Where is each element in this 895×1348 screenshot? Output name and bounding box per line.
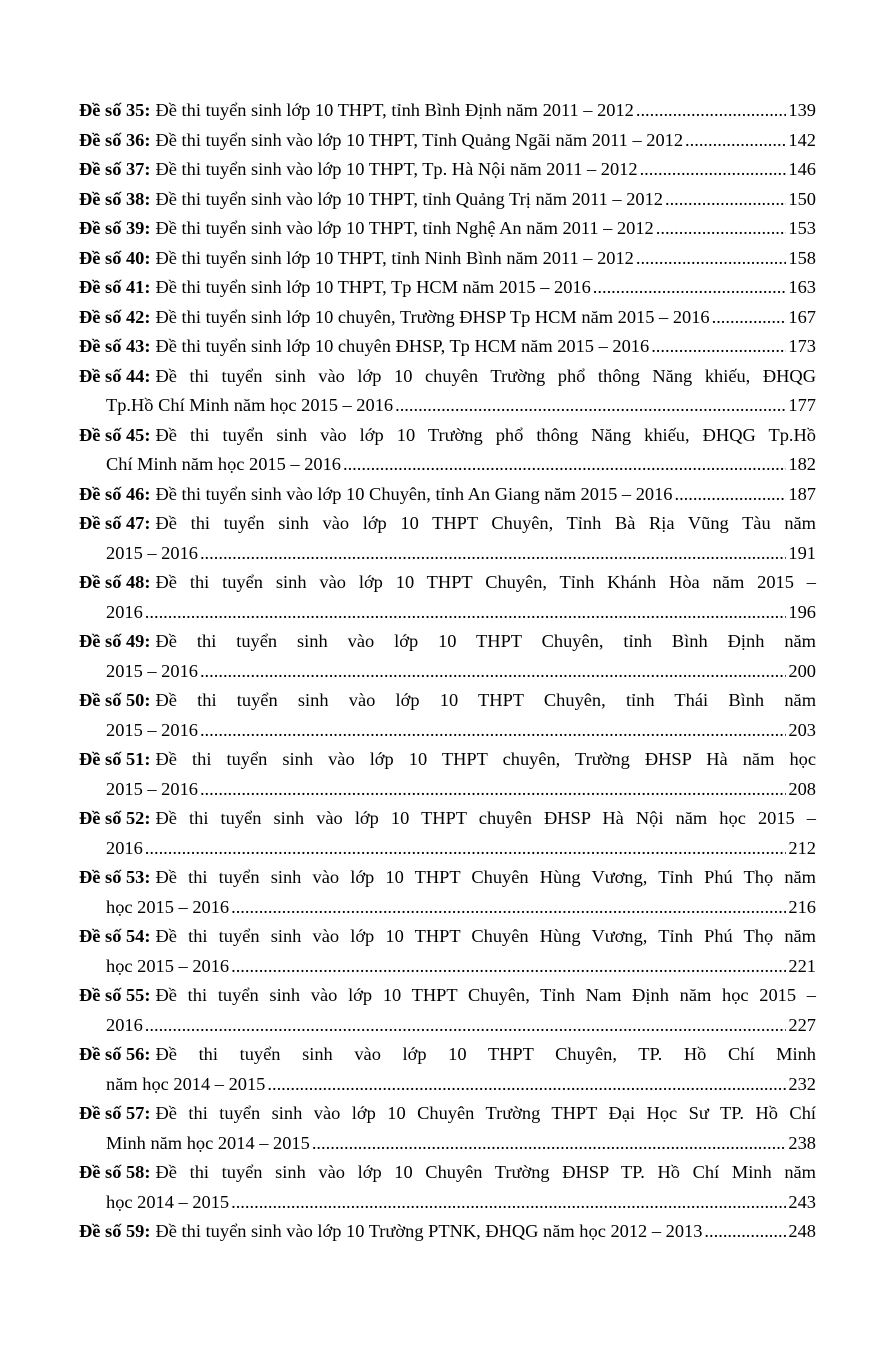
toc-line-continued — [79, 1188, 816, 1218]
page-number: 227 — [788, 1014, 816, 1035]
entry-title: Đề thi tuyển sinh vào lớp 10 THPT Chuyên, Tỉnh Khánh Hòa năm 2015 – — [155, 572, 816, 592]
entry-title: Đề thi tuyển sinh lớp 10 chuyên ĐHSP, Tp HCM năm 2015 – 2016 — [155, 336, 650, 356]
toc-entry[interactable] — [79, 155, 816, 185]
page-number: 208 — [788, 778, 816, 799]
toc-line-continued — [79, 834, 816, 864]
toc-entry[interactable] — [79, 480, 816, 510]
page-number: 142 — [788, 129, 816, 150]
page-number: 167 — [788, 306, 816, 327]
toc-entry[interactable] — [79, 421, 816, 480]
dot-leader — [231, 1188, 786, 1218]
dot-leader — [656, 214, 787, 244]
entry-title: Đề thi tuyển sinh lớp 10 chuyên, Trường ĐHSP Tp HCM năm 2015 – 2016 — [155, 306, 710, 327]
entry-title-continued: học 2015 – 2016 — [106, 955, 230, 976]
entry-title: Đề thi tuyển sinh vào lớp 10 THPT Chuyên Hùng Vương, Tỉnh Phú Thọ năm — [155, 867, 816, 887]
entry-title: Đề thi tuyển sinh lớp 10 THPT, Tp HCM năm 2015 – 2016 — [155, 277, 591, 297]
dot-leader — [343, 450, 786, 480]
toc-entry[interactable] — [79, 362, 816, 421]
entry-title: Đề thi tuyển sinh vào lớp 10 THPT, Tỉnh Quảng Ngãi năm 2011 – 2012 — [155, 129, 684, 150]
toc-entry[interactable] — [79, 686, 816, 745]
dot-leader — [231, 952, 786, 982]
entry-label: Đề số 46: — [79, 483, 151, 504]
entry-title-continued: 2016 — [106, 601, 143, 622]
toc-entry[interactable] — [79, 745, 816, 804]
entry-label: Đề số 45: — [79, 424, 151, 445]
entry-label: Đề số 54: — [79, 926, 151, 946]
entry-title-continued: học 2015 – 2016 — [106, 896, 230, 917]
page-number: 146 — [788, 159, 816, 179]
entry-title-continued: 2015 – 2016 — [106, 778, 198, 799]
dot-leader — [685, 126, 786, 156]
entry-title: Đề thi tuyển sinh vào lớp 10 THPT Chuyên, tỉnh Thái Bình năm — [155, 690, 816, 710]
toc-entry[interactable] — [79, 981, 816, 1040]
dot-leader — [267, 1070, 786, 1100]
page-number: 173 — [788, 336, 816, 356]
page-number: 158 — [788, 247, 816, 268]
entry-label: Đề số 53: — [79, 867, 151, 887]
page-number: 139 — [788, 100, 816, 120]
entry-label: Đề số 57: — [79, 1103, 151, 1123]
entry-title: Đề thi tuyển sinh vào lớp 10 THPT chuyên, Trường ĐHSP Hà năm học — [155, 749, 816, 769]
entry-title-continued: Tp.Hồ Chí Minh năm học 2015 – 2016 — [106, 395, 394, 415]
dot-leader — [200, 716, 786, 746]
toc-entry[interactable] — [79, 627, 816, 686]
page-number: 203 — [788, 719, 816, 740]
entry-title: Đề thi tuyển sinh vào lớp 10 THPT Chuyên, Tỉnh Nam Định năm học 2015 – — [155, 985, 816, 1005]
entry-title-continued: 2015 – 2016 — [106, 542, 198, 563]
toc-line — [79, 922, 816, 952]
toc-line-continued — [79, 598, 816, 628]
dot-leader — [200, 657, 786, 687]
entry-title-continued: 2016 — [106, 837, 143, 858]
toc-line-continued — [79, 716, 816, 746]
entry-title: Đề thi tuyển sinh vào lớp 10 THPT Chuyên Hùng Vương, Tỉnh Phú Thọ năm — [155, 926, 816, 946]
entry-label: Đề số 58: — [79, 1162, 151, 1182]
entry-title: Đề thi tuyển sinh vào lớp 10 Chuyên Trường THPT Đại Học Sư TP. Hồ Chí — [155, 1103, 816, 1123]
toc-entry[interactable] — [79, 185, 816, 215]
toc-line-continued — [79, 775, 816, 805]
entry-label: Đề số 41: — [79, 277, 151, 297]
page-number: 182 — [788, 454, 816, 474]
toc-line-continued — [79, 657, 816, 687]
page-number: 248 — [788, 1221, 816, 1241]
toc-line — [79, 627, 816, 657]
toc-line — [79, 863, 816, 893]
toc-line — [79, 981, 816, 1011]
entry-title: Đề thi tuyển sinh vào lớp 10 THPT, Tp. Hà Nội năm 2011 – 2012 — [155, 159, 638, 179]
page-number: 212 — [788, 837, 816, 858]
toc-entry[interactable] — [79, 126, 816, 156]
toc-line — [79, 303, 816, 333]
toc-entry[interactable] — [79, 568, 816, 627]
entry-label: Đề số 39: — [79, 218, 151, 238]
toc-line — [79, 96, 816, 126]
toc-line — [79, 568, 816, 598]
toc-line — [79, 1099, 816, 1129]
toc-line — [79, 509, 816, 539]
entry-title: Đề thi tuyển sinh vào lớp 10 Trường PTNK, ĐHQG năm học 2012 – 2013 — [155, 1221, 703, 1241]
entry-title-continued: 2016 — [106, 1014, 143, 1035]
dot-leader — [640, 155, 787, 185]
entry-label: Đề số 42: — [79, 306, 151, 327]
entry-title-continued: học 2014 – 2015 — [106, 1191, 230, 1212]
entry-title: Đề thi tuyển sinh vào lớp 10 chuyên Trường phổ thông Năng khiếu, ĐHQG — [155, 365, 816, 386]
dot-leader — [636, 96, 787, 126]
table-of-contents — [79, 96, 816, 1247]
entry-label: Đề số 35: — [79, 100, 151, 120]
toc-line — [79, 421, 816, 451]
entry-title: Đề thi tuyển sinh lớp 10 THPT, tỉnh Bình Định năm 2011 – 2012 — [155, 100, 634, 120]
toc-line — [79, 745, 816, 775]
entry-label: Đề số 47: — [79, 513, 151, 533]
entry-title: Đề thi tuyển sinh vào lớp 10 Trường phổ thông Năng khiếu, ĐHQG Tp.Hồ — [155, 424, 816, 445]
entry-label: Đề số 49: — [79, 631, 151, 651]
toc-entry[interactable] — [79, 1217, 816, 1247]
toc-entry[interactable] — [79, 863, 816, 922]
page-number: 200 — [788, 660, 816, 681]
dot-leader — [312, 1129, 787, 1159]
entry-title: Đề thi tuyển sinh vào lớp 10 THPT chuyên ĐHSP Hà Nội năm học 2015 – — [155, 808, 816, 828]
toc-line — [79, 362, 816, 392]
toc-entry[interactable] — [79, 922, 816, 981]
entry-title: Đề thi tuyển sinh vào lớp 10 THPT Chuyên, tỉnh Bình Định năm — [155, 631, 816, 651]
entry-label: Đề số 50: — [79, 690, 151, 710]
toc-line-continued — [79, 1070, 816, 1100]
toc-entry[interactable] — [79, 214, 816, 244]
page-number: 163 — [788, 277, 816, 297]
entry-label: Đề số 38: — [79, 188, 151, 209]
dot-leader — [231, 893, 786, 923]
toc-line-continued — [79, 952, 816, 982]
dot-leader — [395, 391, 786, 421]
page-number: 191 — [788, 542, 816, 563]
toc-line-continued — [79, 450, 816, 480]
dot-leader — [145, 1011, 787, 1041]
entry-title: Đề thi tuyển sinh vào lớp 10 Chuyên Trường ĐHSP TP. Hồ Chí Minh năm — [155, 1162, 816, 1182]
entry-title-continued: Minh năm học 2014 – 2015 — [106, 1132, 310, 1153]
entry-title-continued: 2015 – 2016 — [106, 660, 198, 681]
dot-leader — [636, 244, 787, 274]
dot-leader — [200, 539, 786, 569]
toc-entry[interactable] — [79, 332, 816, 362]
entry-label: Đề số 59: — [79, 1221, 151, 1241]
toc-line — [79, 155, 816, 185]
toc-line — [79, 480, 816, 510]
toc-entry[interactable] — [79, 96, 816, 126]
toc-line — [79, 244, 816, 274]
toc-line — [79, 214, 816, 244]
dot-leader — [145, 598, 787, 628]
dot-leader — [651, 332, 786, 362]
page-number: 187 — [788, 483, 816, 504]
toc-line-continued — [79, 893, 816, 923]
toc-line — [79, 1217, 816, 1247]
toc-line-continued — [79, 391, 816, 421]
page-number: 232 — [788, 1073, 816, 1094]
toc-line-continued — [79, 539, 816, 569]
dot-leader — [674, 480, 786, 510]
toc-line — [79, 273, 816, 303]
entry-title: Đề thi tuyển sinh vào lớp 10 THPT, tỉnh Nghệ An năm 2011 – 2012 — [155, 218, 654, 238]
entry-label: Đề số 48: — [79, 572, 151, 592]
entry-title: Đề thi tuyển sinh vào lớp 10 THPT, tỉnh Quảng Trị năm 2011 – 2012 — [155, 188, 663, 209]
entry-title: Đề thi tuyển sinh vào lớp 10 Chuyên, tỉnh An Giang năm 2015 – 2016 — [155, 483, 673, 504]
page-number: 150 — [788, 188, 816, 209]
page-number: 238 — [788, 1132, 816, 1153]
toc-entry[interactable] — [79, 804, 816, 863]
dot-leader — [704, 1217, 786, 1247]
page-number: 243 — [788, 1191, 816, 1212]
entry-title-continued: 2015 – 2016 — [106, 719, 198, 740]
page-number: 177 — [788, 395, 816, 415]
entry-label: Đề số 37: — [79, 159, 151, 179]
entry-label: Đề số 56: — [79, 1044, 151, 1064]
entry-label: Đề số 55: — [79, 985, 151, 1005]
entry-label: Đề số 40: — [79, 247, 151, 268]
entry-title-continued: Chí Minh năm học 2015 – 2016 — [106, 454, 341, 474]
entry-title: Đề thi tuyển sinh vào lớp 10 THPT Chuyên, Tỉnh Bà Rịa Vũng Tàu năm — [155, 513, 816, 533]
page-number: 221 — [788, 955, 816, 976]
toc-line — [79, 804, 816, 834]
entry-title: Đề thi tuyển sinh lớp 10 THPT, tỉnh Ninh Bình năm 2011 – 2012 — [155, 247, 634, 268]
entry-title-continued: năm học 2014 – 2015 — [106, 1073, 266, 1094]
dot-leader — [665, 185, 786, 215]
dot-leader — [200, 775, 786, 805]
entry-label: Đề số 36: — [79, 129, 151, 150]
entry-label: Đề số 43: — [79, 336, 151, 356]
toc-entry[interactable] — [79, 509, 816, 568]
toc-entry[interactable] — [79, 273, 816, 303]
page-number: 153 — [788, 218, 816, 238]
toc-line — [79, 1040, 816, 1070]
entry-label: Đề số 51: — [79, 749, 151, 769]
entry-title: Đề thi tuyển sinh vào lớp 10 THPT Chuyên, TP. Hồ Chí Minh — [155, 1044, 816, 1064]
dot-leader — [145, 834, 787, 864]
toc-line — [79, 185, 816, 215]
entry-label: Đề số 44: — [79, 365, 151, 386]
toc-entry[interactable] — [79, 303, 816, 333]
toc-line — [79, 1158, 816, 1188]
toc-line — [79, 686, 816, 716]
toc-entry[interactable] — [79, 1158, 816, 1217]
toc-entry[interactable] — [79, 1040, 816, 1099]
toc-line — [79, 126, 816, 156]
toc-line — [79, 332, 816, 362]
toc-line-continued — [79, 1011, 816, 1041]
dot-leader — [593, 273, 787, 303]
dot-leader — [712, 303, 787, 333]
toc-line-continued — [79, 1129, 816, 1159]
page-number: 196 — [788, 601, 816, 622]
page-number: 216 — [788, 896, 816, 917]
entry-label: Đề số 52: — [79, 808, 151, 828]
toc-entry[interactable] — [79, 244, 816, 274]
toc-entry[interactable] — [79, 1099, 816, 1158]
